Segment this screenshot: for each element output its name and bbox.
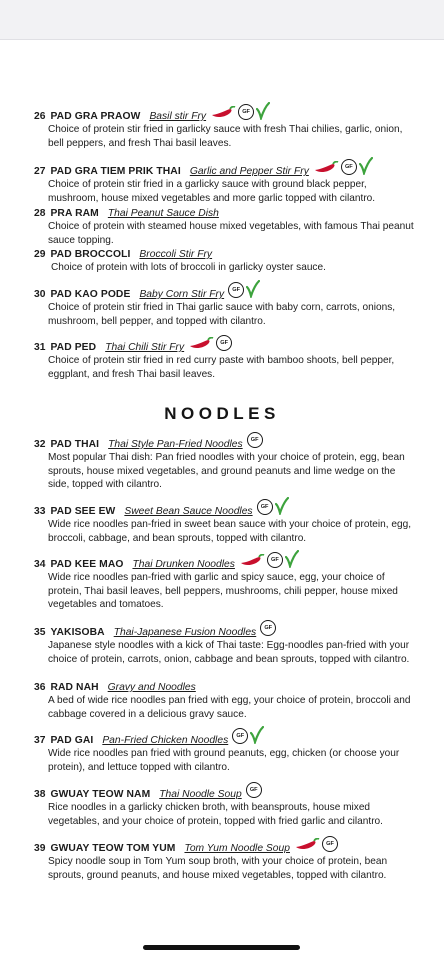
chili-icon: [210, 106, 236, 120]
item-description: Choice of protein with steamed house mixed vegetables, with famous Thai peanut sauce topping.: [48, 221, 414, 246]
vegetarian-icon: [285, 550, 299, 568]
item-icons: [260, 620, 276, 636]
gluten-free-icon: GF: [228, 282, 244, 298]
item-number: 36: [34, 682, 46, 693]
item-subtitle: Garlic and Pepper Stir Fry: [189, 166, 309, 177]
menu-item: [34, 842, 434, 882]
item-description: Choice of protein stir fried in garlicky sauce with fresh Thai chilies, garlic, onion, bell peppers, and fresh Thai basil leaves.: [48, 124, 403, 149]
vegetarian-icon: [256, 102, 270, 120]
item-name: PAD KAO PODE: [50, 289, 131, 300]
gluten-free-icon: GF: [341, 159, 357, 175]
item-number: 26: [34, 111, 46, 122]
gluten-free-icon: GF: [257, 499, 273, 515]
item-subtitle: Broccoli Stir Fry: [139, 249, 213, 260]
item-subtitle: Thai Drunken Noodles: [132, 559, 235, 570]
item-subtitle: Baby Corn Stir Fry: [139, 289, 225, 300]
item-description: Wide rice noodles pan fried with ground peanuts, egg, chicken (or choose your protein), and lettuce topped with cilantro.: [48, 748, 400, 773]
item-number: 27: [34, 166, 46, 177]
item-number: 28: [34, 208, 46, 219]
item-title-row: [34, 788, 434, 801]
item-subtitle: Thai Noodle Soup: [159, 789, 242, 800]
menu-item: [34, 165, 434, 205]
gluten-free-icon: GF: [216, 335, 232, 351]
item-description: Most popular Thai dish: Pan fried noodles with your choice of protein, egg, bean sprouts, house mixed vegetables, and ground peanuts and lime wedge on the side, topped with cilantro.: [48, 452, 405, 491]
item-subtitle: Tom Yum Noodle Soup: [184, 843, 290, 854]
menu-item: [34, 207, 434, 247]
item-description: Wide rice noodles pan-fried with garlic and spicy sauce, egg, your choice of protein, Thai basil leaves, bell peppers, mushrooms, chili pepper, house mixed vegetables and tomatoes.: [48, 572, 398, 611]
menu-item: [34, 788, 434, 828]
item-name: PAD BROCCOLI: [50, 249, 131, 260]
gluten-free-icon: GF: [267, 552, 283, 568]
menu-item: [34, 626, 434, 666]
item-subtitle: Thai-Japanese Fusion Noodles: [113, 627, 257, 638]
gluten-free-icon: GF: [238, 104, 254, 120]
gluten-free-icon: GF: [232, 728, 248, 744]
item-description: A bed of wide rice noodles pan fried with egg, your choice of protein, broccoli and cabbage covered in a delicious gravy sauce.: [48, 695, 411, 720]
menu-item: [34, 438, 434, 492]
gluten-free-icon: GF: [260, 620, 276, 636]
item-subtitle: Thai Style Pan-Fried Noodles: [108, 439, 243, 450]
chili-icon: [188, 337, 214, 351]
item-icons: [232, 726, 264, 744]
item-subtitle: Thai Peanut Sauce Dish: [107, 208, 219, 219]
item-title-row: [34, 110, 434, 123]
item-icons: [257, 497, 289, 515]
item-name: PAD KEE MAO: [50, 559, 124, 570]
menu-item: [34, 288, 434, 328]
item-number: 38: [34, 789, 46, 800]
item-number: 34: [34, 559, 46, 570]
gluten-free-icon: GF: [246, 782, 262, 798]
menu-item: [34, 681, 434, 721]
chili-icon: [294, 838, 320, 852]
menu-item: [34, 110, 434, 150]
item-subtitle: Gravy and Noodles: [107, 682, 196, 693]
item-icons: [313, 157, 373, 175]
item-name: GWUAY TEOW TOM YUM: [50, 843, 176, 854]
item-subtitle: Pan-Fried Chicken Noodles: [102, 735, 229, 746]
item-subtitle: Thai Chili Stir Fry: [105, 342, 185, 353]
item-name: GWUAY TEOW NAM: [50, 789, 151, 800]
item-title-row: [34, 248, 434, 261]
item-title-row: [34, 207, 434, 220]
menu-page: [0, 40, 444, 960]
top-bar: [0, 0, 444, 40]
item-description: Choice of protein with lots of broccoli in garlicky oyster sauce.: [51, 262, 326, 273]
item-number: 37: [34, 735, 46, 746]
vegetarian-icon: [250, 726, 264, 744]
item-name: PAD SEE EW: [50, 506, 116, 517]
item-subtitle: Basil stir Fry: [149, 111, 207, 122]
item-icons: [228, 280, 260, 298]
gluten-free-icon: GF: [322, 836, 338, 852]
item-number: 33: [34, 506, 46, 517]
menu-item: [34, 341, 434, 381]
item-description: Spicy noodle soup in Tom Yum soup broth, with your choice of protein, bean sprouts, ground peanuts, and house mixed vegetables, topped with cilantro.: [48, 856, 388, 881]
menu-item: [34, 505, 434, 545]
item-name: RAD NAH: [50, 682, 99, 693]
item-number: 35: [34, 627, 46, 638]
item-name: YAKISOBA: [50, 627, 105, 638]
chili-icon: [313, 161, 339, 175]
item-icons: [294, 836, 338, 852]
item-title-row: [34, 438, 434, 451]
item-icons: [210, 102, 270, 120]
item-description: Rice noodles in a garlicky chicken broth, with beansprouts, house mixed vegetables, and your choice of protein, topped with fried garlic and cilantro.: [48, 802, 383, 827]
item-icons: [247, 432, 263, 448]
home-indicator[interactable]: [143, 945, 300, 950]
item-number: 29: [34, 249, 46, 260]
item-description: Japanese style noodles with a kick of Thai taste: Egg-noodles pan-fried with your choice of protein, carrots, onion, cabbage and bean sprouts, topped with cilantro.: [48, 640, 410, 665]
item-subtitle: Sweet Bean Sauce Noodles: [124, 506, 253, 517]
item-title-row: [34, 288, 434, 301]
item-name: PAD GAI: [50, 735, 94, 746]
item-title-row: [34, 734, 434, 747]
item-icons: [188, 335, 232, 351]
item-title-row: [34, 681, 434, 694]
gluten-free-icon: GF: [247, 432, 263, 448]
menu-item: [34, 734, 434, 774]
item-icons: [246, 782, 262, 798]
item-icons: [239, 550, 299, 568]
item-description: Wide rice noodles pan-fried in sweet bean sauce with your choice of protein, egg, broccoli, cabbage, and bean sprouts, topped with cilantro.: [48, 519, 412, 544]
menu-item: [34, 248, 434, 275]
section-title-noodles: NOODLES: [164, 404, 280, 423]
item-name: PAD THAI: [50, 439, 100, 450]
vegetarian-icon: [275, 497, 289, 515]
vegetarian-icon: [359, 157, 373, 175]
item-number: 30: [34, 289, 46, 300]
item-number: 39: [34, 843, 46, 854]
item-description: Choice of protein stir fried in a garlicky sauce with ground black pepper, mushroom, house mixed vegetables and more garlic topped with cilantro.: [48, 179, 376, 204]
item-description: Choice of protein stir fried in Thai garlic sauce with baby corn, carrots, onions, mushroom, bell pepper, and topped with cilantro.: [48, 302, 396, 327]
chili-icon: [239, 554, 265, 568]
item-title-row: [34, 165, 434, 178]
item-number: 32: [34, 439, 46, 450]
item-name: PAD PED: [50, 342, 97, 353]
menu-item: [34, 558, 434, 612]
item-title-row: [34, 842, 434, 855]
item-title-row: [34, 341, 434, 354]
item-name: PAD GRA TIEM PRIK THAI: [50, 166, 181, 177]
item-title-row: [34, 505, 434, 518]
item-name: PAD GRA PRAOW: [50, 111, 141, 122]
item-name: PRA RAM: [50, 208, 99, 219]
item-title-row: [34, 558, 434, 571]
vegetarian-icon: [246, 280, 260, 298]
item-title-row: [34, 626, 434, 639]
item-number: 31: [34, 342, 46, 353]
item-description: Choice of protein stir fried in red curry paste with bamboo shoots, bell pepper, eggplant, and fresh Thai basil leaves.: [48, 355, 395, 380]
